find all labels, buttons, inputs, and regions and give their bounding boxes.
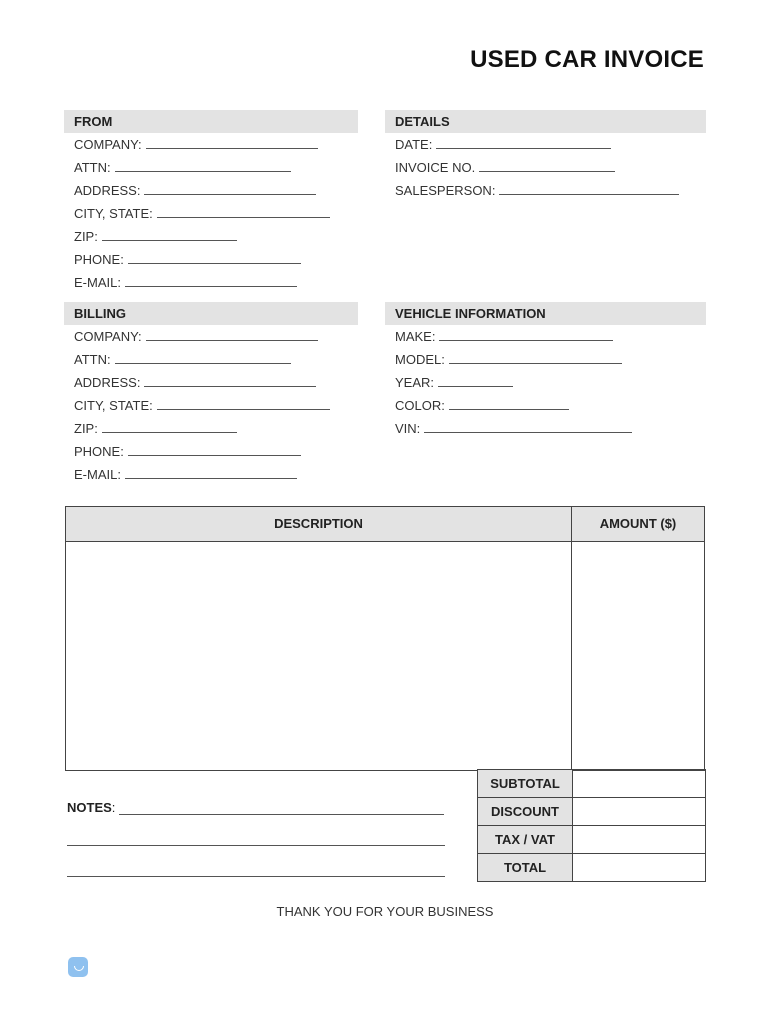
total-label: TOTAL [478,854,573,881]
from-phone-field[interactable] [64,248,358,271]
vehicle-vin-label: VIN: [395,421,421,436]
total-row [478,853,705,881]
from-phone-label: PHONE: [74,252,124,267]
subtotal-label: SUBTOTAL [478,770,573,797]
invoice-title: USED CAR INVOICE [470,46,704,73]
billing-address-blank[interactable] [144,374,316,387]
details-salesperson-field[interactable] [385,179,706,202]
tax-vat-value[interactable] [573,826,705,853]
tax-vat-row [478,825,705,853]
notes-colon: : [111,800,116,815]
tax-vat-label: TAX / VAT [478,826,573,853]
from-zip-label: ZIP: [74,229,98,244]
items-table-header [66,507,704,542]
details-invoice-no-label: INVOICE NO. [395,160,476,175]
billing-address-field[interactable] [64,371,358,394]
discount-value[interactable] [573,798,705,825]
billing-phone-blank[interactable] [128,443,301,456]
discount-row [478,797,705,825]
vehicle-model-blank[interactable] [449,351,622,364]
from-header: FROM [64,110,358,133]
details-header: DETAILS [385,110,706,133]
billing-attn-label: ATTN: [74,352,111,367]
billing-city-state-label: CITY, STATE: [74,398,153,413]
notes-line-1[interactable] [67,797,445,815]
billing-attn-field[interactable] [64,348,358,371]
details-section [385,110,706,202]
notes-label: NOTES [67,800,112,815]
brand-logo-icon [68,957,88,977]
from-city-state-field[interactable] [64,202,358,225]
from-email-field[interactable] [64,271,358,294]
items-table-body [66,542,704,770]
vehicle-vin-blank[interactable] [424,420,632,433]
details-date-field[interactable] [385,133,706,156]
from-address-label: ADDRESS: [74,183,141,198]
from-address-field[interactable] [64,179,358,202]
vehicle-year-label: YEAR: [395,375,435,390]
billing-city-state-field[interactable] [64,394,358,417]
from-company-blank[interactable] [146,136,318,149]
details-salesperson-blank[interactable] [499,182,679,195]
details-invoice-no-blank[interactable] [479,159,615,172]
totals-table [477,769,706,882]
vehicle-make-field[interactable] [385,325,706,348]
billing-zip-label: ZIP: [74,421,98,436]
notes-line-3[interactable] [67,846,445,877]
billing-company-field[interactable] [64,325,358,348]
from-address-blank[interactable] [144,182,316,195]
vehicle-color-blank[interactable] [449,397,569,410]
vehicle-model-field[interactable] [385,348,706,371]
vehicle-make-blank[interactable] [439,328,613,341]
vehicle-year-field[interactable] [385,371,706,394]
billing-phone-label: PHONE: [74,444,124,459]
billing-address-label: ADDRESS: [74,375,141,390]
from-attn-field[interactable] [64,156,358,179]
billing-phone-field[interactable] [64,440,358,463]
amount-header: AMOUNT ($) [599,516,677,531]
details-date-label: DATE: [395,137,433,152]
billing-city-state-blank[interactable] [157,397,330,410]
notes-line-2[interactable] [67,815,445,846]
discount-label: DISCOUNT [478,798,573,825]
billing-section [64,302,358,486]
billing-email-label: E-MAIL: [74,467,121,482]
vehicle-color-field[interactable] [385,394,706,417]
from-zip-blank[interactable] [102,228,237,241]
thank-you-message: THANK YOU FOR YOUR BUSINESS [276,904,494,919]
vehicle-model-label: MODEL: [395,352,445,367]
amount-cell[interactable] [572,542,704,770]
billing-company-label: COMPANY: [74,329,142,344]
notes-rule-1[interactable] [119,802,444,815]
billing-email-blank[interactable] [125,466,297,479]
vehicle-color-label: COLOR: [395,398,445,413]
notes-rule-3[interactable] [67,864,445,877]
from-company-field[interactable] [64,133,358,156]
notes-section [67,797,445,877]
from-phone-blank[interactable] [128,251,301,264]
from-attn-blank[interactable] [115,159,291,172]
details-salesperson-label: SALESPERSON: [395,183,496,198]
notes-rule-2[interactable] [67,833,445,846]
billing-attn-blank[interactable] [115,351,291,364]
billing-company-blank[interactable] [146,328,318,341]
vehicle-section [385,302,706,440]
vehicle-vin-field[interactable] [385,417,706,440]
subtotal-row [478,769,705,797]
from-email-label: E-MAIL: [74,275,121,290]
total-value[interactable] [573,854,705,881]
from-zip-field[interactable] [64,225,358,248]
details-date-blank[interactable] [436,136,611,149]
from-company-label: COMPANY: [74,137,142,152]
from-city-state-label: CITY, STATE: [74,206,153,221]
from-email-blank[interactable] [125,274,297,287]
vehicle-header: VEHICLE INFORMATION [385,302,706,325]
from-city-state-blank[interactable] [157,205,330,218]
vehicle-make-label: MAKE: [395,329,436,344]
billing-header: BILLING [64,302,358,325]
billing-zip-blank[interactable] [102,420,237,433]
description-header: DESCRIPTION [66,507,572,541]
from-attn-label: ATTN: [74,160,111,175]
items-table [65,506,705,771]
details-invoice-no-field[interactable] [385,156,706,179]
billing-zip-field[interactable] [64,417,358,440]
from-section [64,110,358,294]
description-cell[interactable] [66,542,572,770]
vehicle-year-blank[interactable] [438,374,513,387]
billing-email-field[interactable] [64,463,358,486]
subtotal-value[interactable] [573,770,705,797]
